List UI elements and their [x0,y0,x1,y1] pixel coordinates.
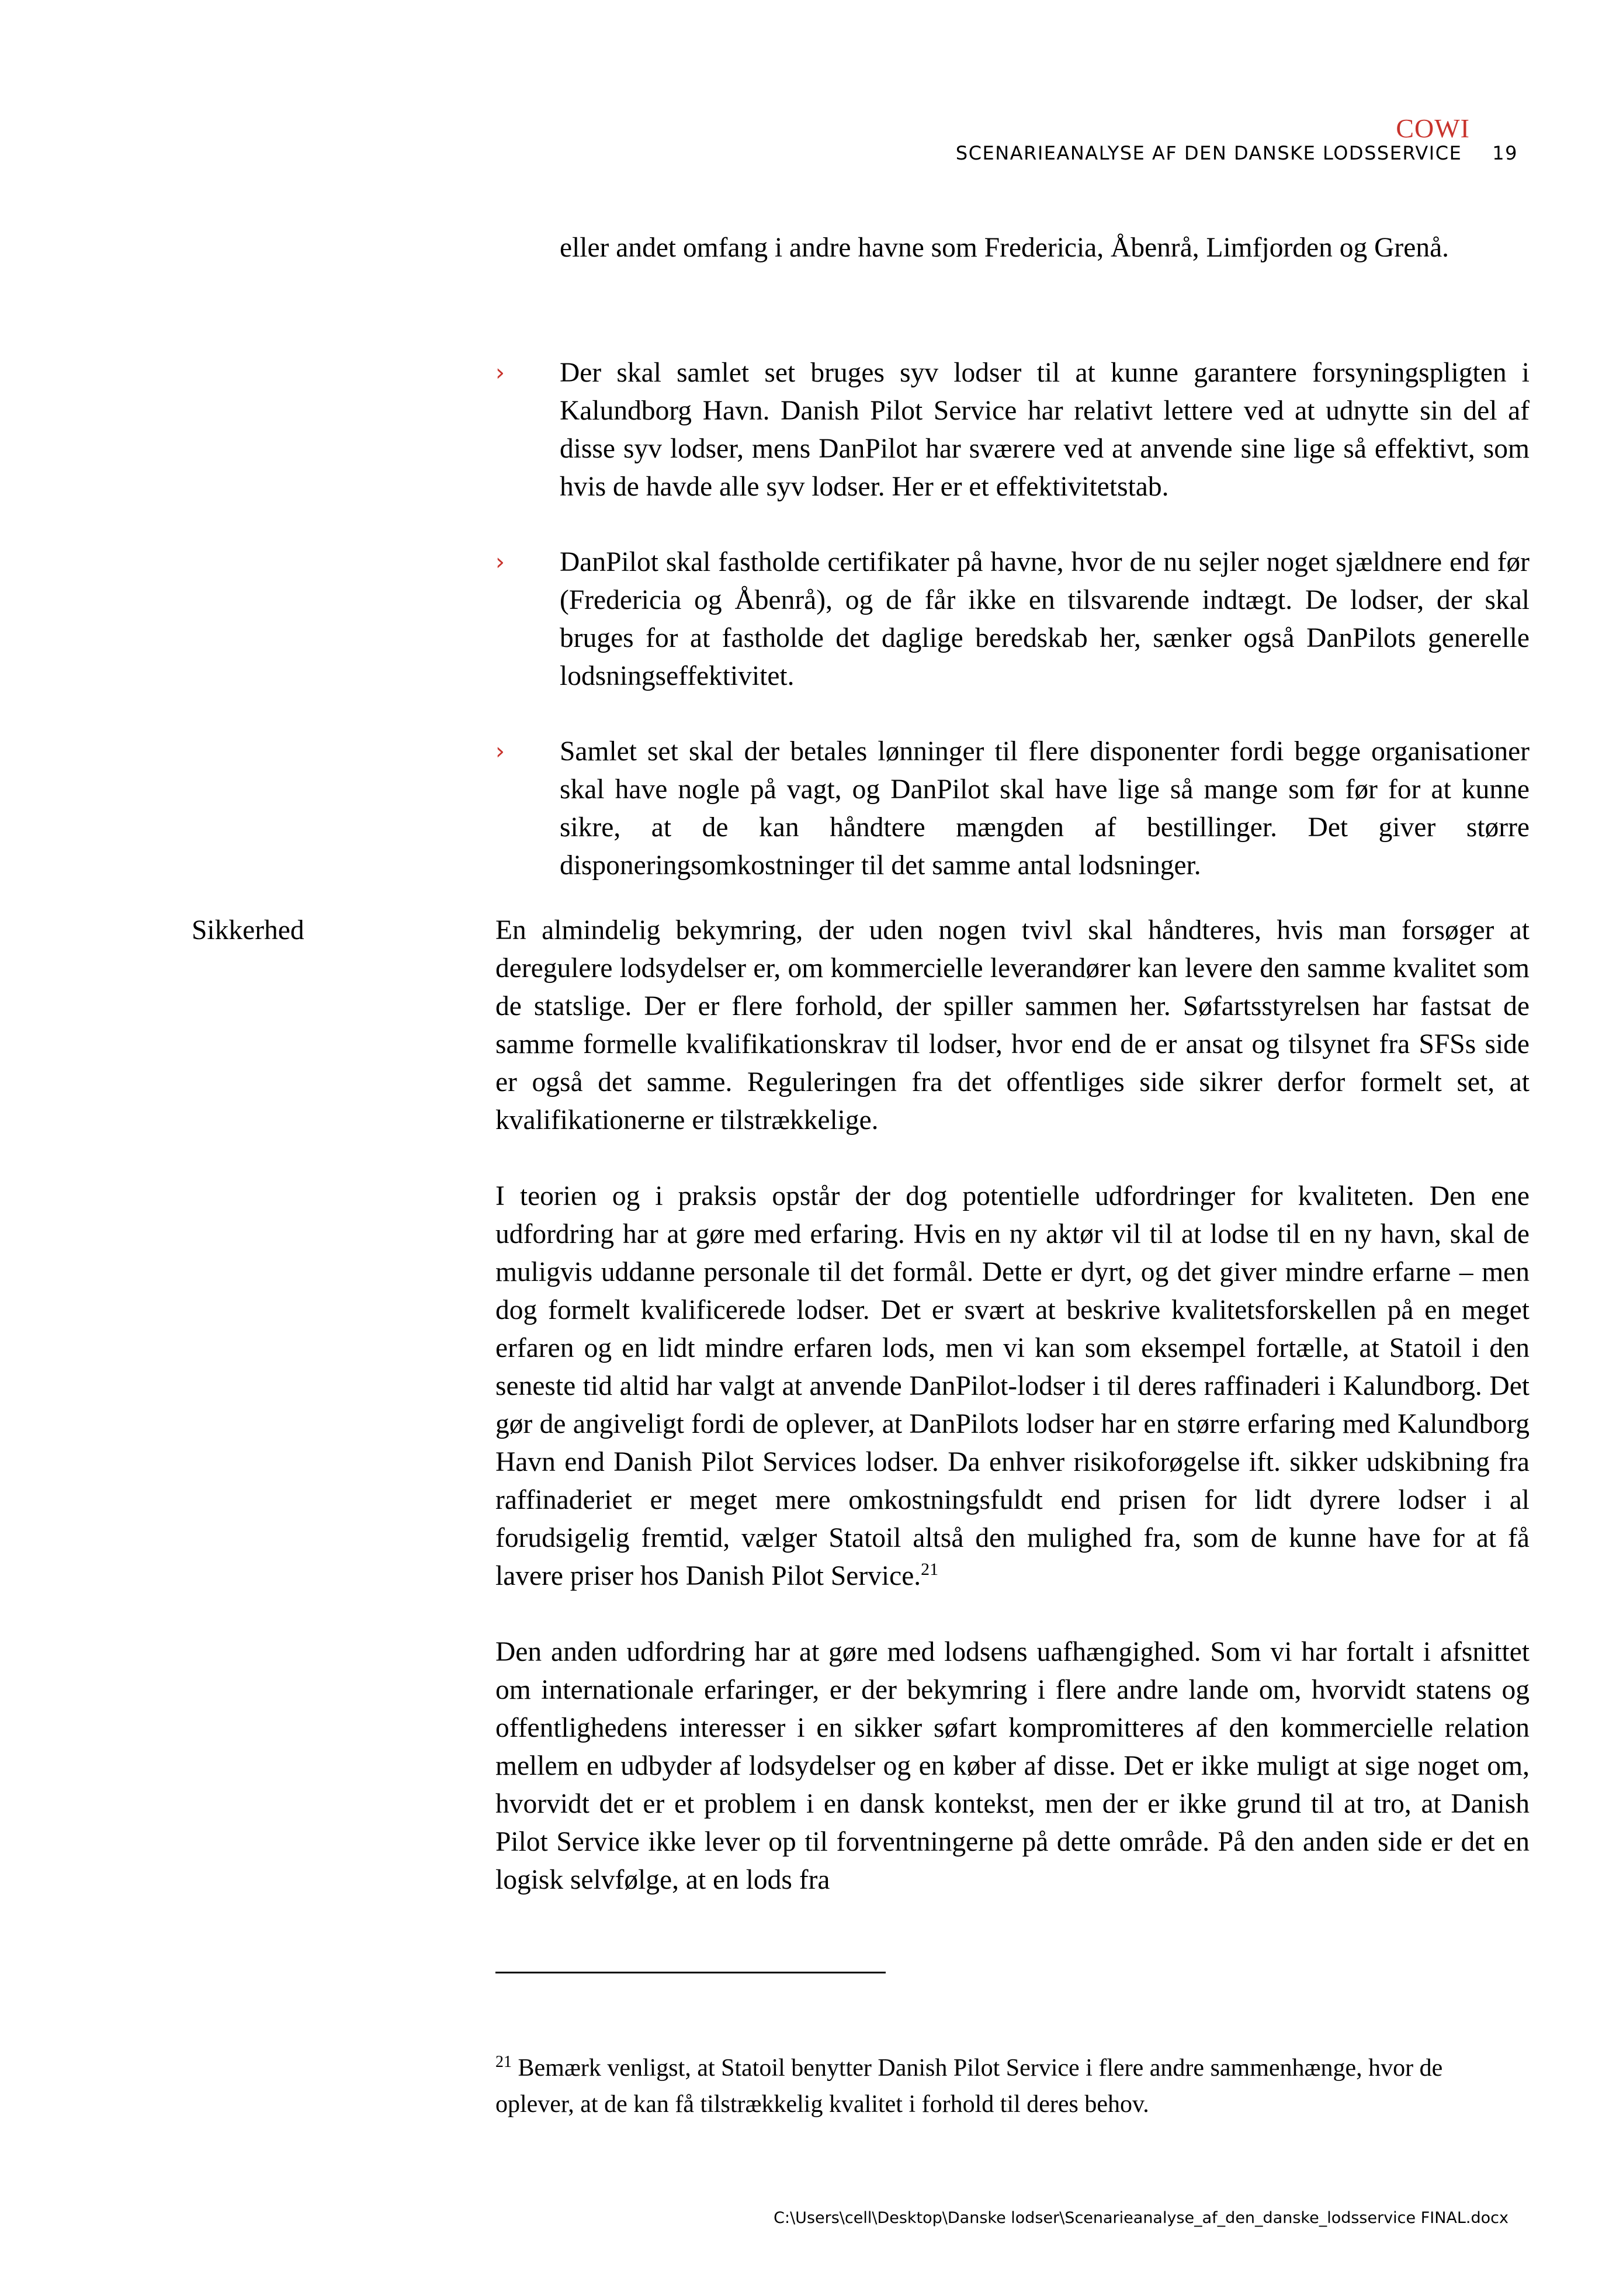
footnote-reference[interactable]: 21 [921,1560,939,1580]
footnote-text: Bemærk venligst, at Statoil benytter Danish Pilot Service i flere andre sammenhænge, hvor de oplever, at de kan få tilstrækkelig kvalitet i forhold til deres behov. [495,2055,1443,2118]
body-paragraph-text: I teorien og i praksis opstår der dog potentielle udfordringer for kvaliteten. Den ene udfordring har at gøre med erfaring. Hvis en ny aktør vil til at lodse til en ny havn, skal de muligvis uddanne personale til det formål. Dette er dyrt, og det giver mindre erfarne – men dog formelt kvalificerede lodser. Det er svært at beskrive kvalitetsforskellen på en meget erfaren og en lidt mindre erfaren lods, men vi kan som eksempel fortælle, at Statoil i den seneste tid altid har valgt at anvende DanPilot-lodser i til deres raffinaderi i Kalundborg. Det gør de angiveligt fordi de oplever, at DanPilots lodser har en større erfaring med Kalundborg Havn end Danish Pilot Services lodser. Da enhver risikoforøgelse ift. sikker udskibning fra raffinaderiet er meget mere omkostningsfuldt end prisen for lidt dyrere lodser i al forudsigelig fremtid, vælger Statoil altså den mulighed fra, som de kunne have for at få lavere priser hos Danish Pilot Service. [495,1181,1530,1591]
bullet-item [495,733,1530,885]
bullet-chevron-icon: › [495,549,505,576]
document-title: SCENARIEANALYSE AF DEN DANSKE LODSSERVICE [955,142,1462,164]
intro-text: eller andet omfang i andre havne som Fredericia, Åbenrå, Limfjorden og Grenå. [560,233,1449,263]
section-body [495,912,1530,1937]
bullet-text: Samlet set skal der betales lønninger til flere disponenter fordi begge organisationer skal have nogle på vagt, og DanPilot skal have lige så mange som før for at kunne sikre, at de kan håndtere mængden af bestillinger. Det giver større disponeringsomkostninger til det samme antal lodsninger. [560,736,1530,881]
footnote-number: 21 [495,2053,512,2071]
bullet-chevron-icon: › [495,738,505,765]
body-paragraph: En almindelig bekymring, der uden nogen tvivl skal håndteres, hvis man forsøger at deregulere lodsydelser er, om kommercielle leverandører kan levere den samme kvalitet som de statslige. Der er flere forhold, der spiller sammen her. Søfartsstyrelsen har fastsat de samme formelle kvalifikationskrav til lodser, hvor end de er ansat og tilsynet fra SFSs side er også det samme. Reguleringen fra det offentliges side sikrer derfor formelt set, at kvalifikationerne er tilstrækkelige. [495,915,1530,1135]
footnote-divider [495,1972,886,1973]
body-paragraph [495,1178,1530,1595]
body-paragraph: Den anden udfordring har at gøre med lodsens uafhængighed. Som vi har fortalt i afsnittet om internationale erfaringer, er der bekymring i flere andre lande om, hvorvidt statens og offentlighedens interesser i en sikker søfart kompromitteres af den kommercielle relation mellem en udbyder af lodsydelser og en køber af disse. Det er ikke muligt at sige noget om, hvorvidt det er et problem i en dansk kontekst, men der er ikke grund til at tro, at Danish Pilot Service ikke lever op til forventningerne på dette område. På den anden side er det en logisk selvfølge, at en lods fra [495,1637,1530,1895]
header-line [956,141,1518,165]
cowi-logo: COWI [1396,113,1470,143]
bullet-text: DanPilot skal fastholde certifikater på havne, hvor de nu sejler noget sjældnere end før (Fredericia og Åbenrå), og de får ikke en tilsvarende indtægt. De lodser, der skal bruges for at fastholde det daglige beredskab her, sænker også DanPilots generelle lodsningseffektivitet. [560,547,1530,691]
bullet-chevron-icon: › [495,359,505,386]
bullet-text: Der skal samlet set bruges syv lodser til at kunne garantere forsyningspligten i Kalundborg Havn. Danish Pilot Service har relativt lettere ved at udnytte sin del af disse syv lodser, mens DanPilot har sværere ved at anvende sine lige så effektivt, som hvis de havde alle syv lodser. Her er et effektivitetstab. [560,358,1530,502]
file-path: C:\Users\cell\Desktop\Danske lodser\Scenarieanalyse_af_den_danske_lodsservice FINAL.docx [774,2209,1508,2227]
page-header [955,113,1518,165]
section-label: Sikkerhed [192,915,304,946]
intro-paragraph [560,229,1512,267]
bullet-item [495,354,1530,506]
page-number: 19 [1492,142,1518,164]
bullet-item [495,543,1530,695]
bullet-list [495,354,1530,922]
footnote [495,2050,1489,2122]
